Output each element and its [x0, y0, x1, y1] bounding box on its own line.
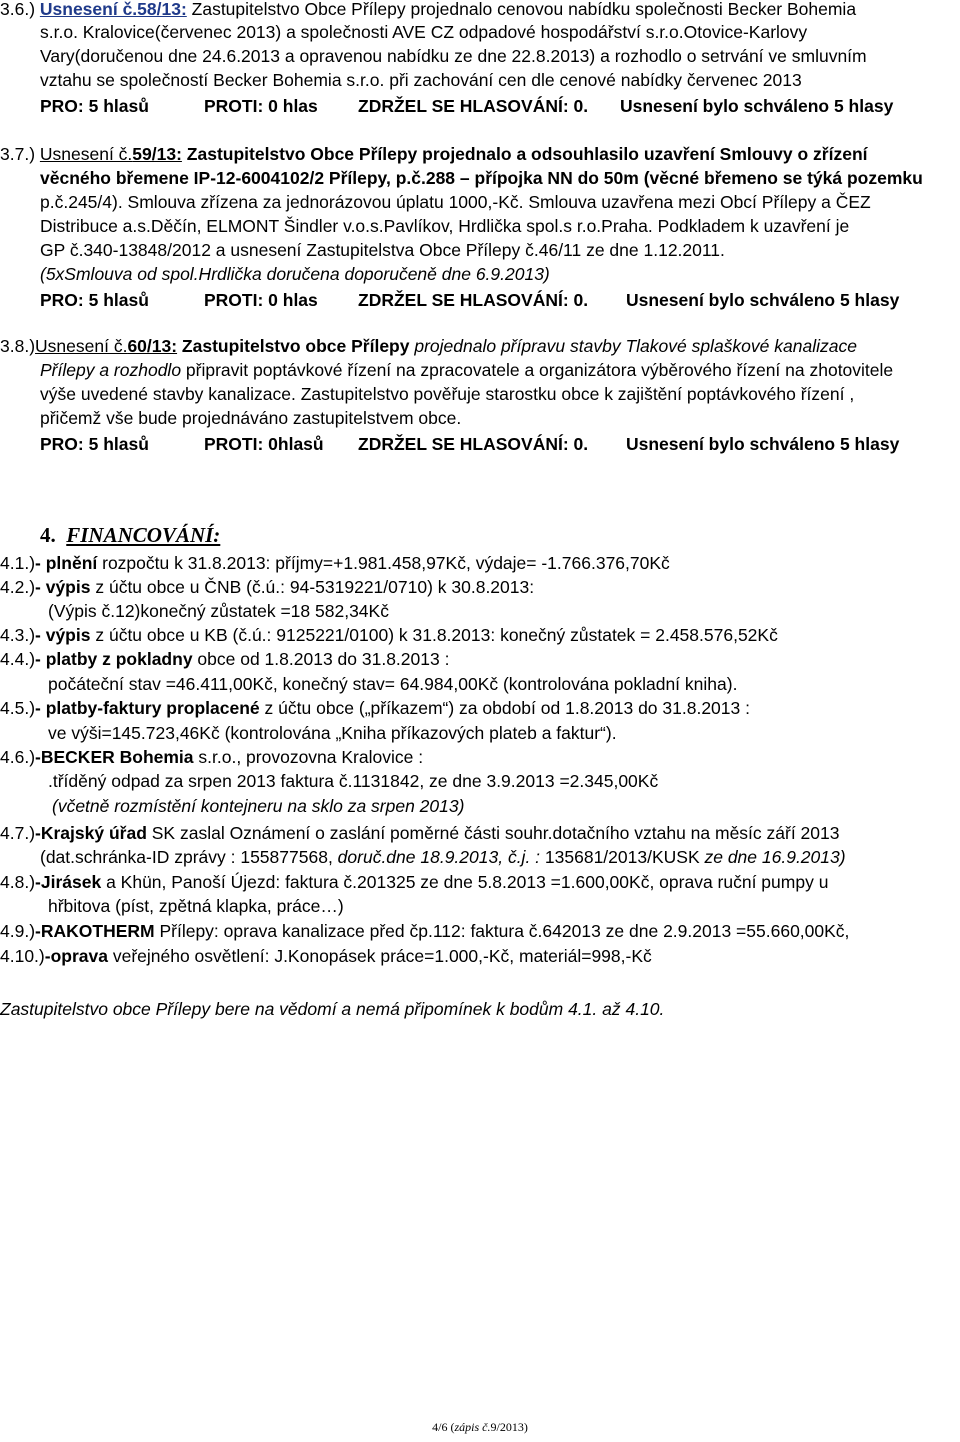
- resolution-number: 59/13:: [132, 144, 182, 164]
- vote-pro: PRO: 5 hlasů: [40, 96, 149, 116]
- vote-pro: PRO: 5 hlasů: [40, 290, 149, 310]
- row-text: hřbitova (píst, zpětná klapka, práce…): [48, 896, 344, 916]
- fin-row-4-8-detail: [48, 895, 344, 917]
- section-number: 4.: [40, 523, 56, 547]
- fin-row-4-1: [0, 552, 670, 574]
- row-number: 4.4.): [0, 649, 36, 669]
- row-label: - výpis: [35, 577, 91, 597]
- row-text: SK zaslal Oznámení o zaslání poměrné části souhr.dotačního vztahu na měsíc září 2013: [146, 823, 840, 843]
- item-3-7-line-6: [40, 263, 550, 285]
- fin-row-4-9: [0, 920, 849, 942]
- item-3-7-line-5: [40, 239, 725, 261]
- vote-result: Usnesení bylo schváleno 5 hlasy: [620, 96, 894, 116]
- fin-row-4-5-detail: [48, 722, 617, 744]
- fin-row-4-4-detail: [48, 673, 737, 695]
- row-text: (včetně rozmístění kontejneru na sklo za srpen 2013): [52, 796, 465, 816]
- item-text: Zastupitelstvo obce Přílepy: [177, 336, 410, 356]
- fin-row-4-6: [0, 746, 423, 768]
- section-heading-financing: [40, 523, 220, 548]
- row-text: počáteční stav =46.411,00Kč, konečný stav= 64.984,00Kč (kontrolována pokladní kniha).: [48, 674, 738, 694]
- row-text: z účtu obce u KB (č.ú.: 9125221/0100) k 31.8.2013: konečný zůstatek = 2.458.576,52Kč: [90, 625, 778, 645]
- row-label: -BECKER Bohemia: [35, 747, 194, 767]
- row-number: 4.7.): [0, 823, 36, 843]
- item-3-6-line-2: [40, 21, 807, 43]
- vote-proti: PROTI: 0 hlas: [204, 290, 318, 310]
- fin-row-4-5: [0, 697, 750, 719]
- item-text: GP č.340-13848/2012 a usnesení Zastupitelstva Obce Přílepy č.46/11 ze dne 1.12.2011.: [40, 240, 725, 260]
- row-text: ze dne 16.9.2013): [704, 847, 846, 867]
- fin-row-4-8: [0, 871, 828, 893]
- item-text: s.r.o. Kralovice(červenec 2013) a společnosti AVE CZ odpadové hospodářství s.r.o.Otovice-Karlovy: [40, 22, 808, 42]
- row-number: 4.8.): [0, 872, 36, 892]
- page-footer: [0, 1420, 960, 1435]
- item-3-7-line-1: [0, 143, 868, 165]
- item-3-6-line-3: [40, 45, 867, 67]
- vote-result: Usnesení bylo schváleno 5 hlasy: [626, 434, 900, 454]
- row-text: obce od 1.8.2013 do 31.8.2013 :: [192, 649, 450, 669]
- item-text: Přílepy a rozhodlo: [40, 360, 182, 380]
- row-label: -Jirásek: [35, 872, 102, 892]
- vote-abstain: ZDRŽEL SE HLASOVÁNÍ: 0.: [358, 96, 589, 116]
- item-3-8-line-4: [40, 407, 461, 429]
- resolution-number: 60/13:: [127, 336, 178, 356]
- item-3-8-line-1: [0, 335, 857, 357]
- item-3-7-line-4: [40, 215, 849, 237]
- item-3-8-line-2: [40, 359, 893, 381]
- item-3-6-line-1: [0, 0, 856, 20]
- row-label: -Krajský úřad: [35, 823, 147, 843]
- row-text: doruč.dne 18.9.2013, č.j. :: [337, 847, 541, 867]
- row-text: ve výši=145.723,46Kč (kontrolována „Kniha příkazových plateb a faktur“).: [48, 723, 617, 743]
- row-label: - plnění: [35, 553, 98, 573]
- row-number: 4.9.): [0, 921, 36, 941]
- row-text: Přílepy: oprava kanalizace před čp.112: faktura č.642013 ze dne 2.9.2013 =55.660,00Kč,: [154, 921, 850, 941]
- item-text: přičemž vše bude projednáváno zastupitelstvem obce.: [40, 408, 462, 428]
- fin-row-4-6-detail: [48, 770, 658, 792]
- minutes-label: zápis č.: [454, 1420, 491, 1434]
- item-3-7-line-2: [40, 167, 923, 189]
- item-number: 3.6.): [0, 0, 40, 19]
- item-text: Vary(doručenou dne 24.6.2013 a opravenou nabídku ze dne 22.8.2013) a rozhodlo o setrvání ve smluvním: [40, 46, 867, 66]
- row-number: 4.10.): [0, 946, 45, 966]
- fin-row-4-7-detail: [40, 846, 846, 868]
- closing-statement: Zastupitelstvo obce Přílepy bere na vědomí a nemá připomínek k bodům 4.1. až 4.10.: [0, 999, 665, 1019]
- fin-row-4-6-note: [52, 795, 464, 817]
- item-text: (5xSmlouva od spol.Hrdlička doručena doporučeně dne 6.9.2013): [40, 264, 550, 284]
- item-3-6-line-4: [40, 69, 802, 91]
- resolution-heading: Usnesení č.: [39, 144, 133, 164]
- row-label: - platby z pokladny: [35, 649, 193, 669]
- vote-proti: PROTI: 0hlasů: [204, 434, 324, 454]
- item-3-7-line-3: [40, 191, 871, 213]
- row-text: s.r.o., provozovna Kralovice :: [193, 747, 424, 767]
- item-text: Zastupitelstvo Obce Přílepy projednalo a odsouhlasilo uzavření Smlouvy o zřízení: [181, 144, 868, 164]
- vote-abstain: ZDRŽEL SE HLASOVÁNÍ: 0.: [358, 290, 589, 310]
- row-label: - výpis: [35, 625, 91, 645]
- row-number: 4.6.): [0, 747, 36, 767]
- item-3-8-line-3: [40, 383, 854, 405]
- row-text: 135681/2013/KUSK: [540, 847, 705, 867]
- vote-pro: PRO: 5 hlasů: [40, 434, 149, 454]
- fin-row-4-4: [0, 648, 449, 670]
- item-text: Distribuce a.s.Děčín, ELMONT Šindler v.o.s.Pavlíkov, Hrdlička spol.s r.o.Praha. Podkladem k uzavření je: [40, 216, 850, 236]
- row-text: .tříděný odpad za srpen 2013 faktura č.1131842, ze dne 3.9.2013 =2.345,00Kč: [48, 771, 659, 791]
- section-title: FINANCOVÁNÍ:: [66, 523, 221, 547]
- fin-row-4-2-detail: [48, 600, 389, 622]
- item-text: připravit poptávkové řízení na zpracovatele a organizátora výběrového řízení na zhotovitele: [181, 360, 894, 380]
- resolution-heading: Usnesení č.: [35, 336, 128, 356]
- row-number: 4.1.): [0, 553, 36, 573]
- fin-row-4-10: [0, 945, 652, 967]
- page-number: 4/6 (: [432, 1420, 455, 1434]
- fin-row-4-7: [0, 822, 840, 844]
- row-number: 4.2.): [0, 577, 36, 597]
- row-text: veřejného osvětlení: J.Konopásek práce=1.000,-Kč, materiál=998,-Kč: [107, 946, 652, 966]
- vote-abstain: ZDRŽEL SE HLASOVÁNÍ: 0.: [358, 434, 589, 454]
- row-text: a Khün, Panoší Újezd: faktura č.201325 ze dne 5.8.2013 =1.600,00Kč, oprava ruční pumpy u: [101, 872, 829, 892]
- row-label: -RAKOTHERM: [35, 921, 155, 941]
- row-text: z účtu obce („příkazem“) za období od 1.8.2013 do 31.8.2013 :: [259, 698, 750, 718]
- row-number: 4.5.): [0, 698, 36, 718]
- fin-row-4-2: [0, 576, 534, 598]
- item-text: vztahu se společností Becker Bohemia s.r.o. při zachování cen dle cenové nabídky červenec 2013: [40, 70, 802, 90]
- item-text: výše uvedené stavby kanalizace. Zastupitelstvo pověřuje starostku obce k zajištění poptávkového řízení ,: [40, 384, 855, 404]
- item-number: 3.8.): [0, 336, 36, 356]
- item-text: projednalo přípravu stavby Tlakové splaškové kanalizace: [409, 336, 857, 356]
- item-text: Zastupitelstvo Obce Přílepy projednalo cenovou nabídku společnosti Becker Bohemia: [186, 0, 857, 19]
- vote-proti: PROTI: 0 hlas: [204, 96, 318, 116]
- row-number: 4.3.): [0, 625, 36, 645]
- vote-result: Usnesení bylo schváleno 5 hlasy: [626, 290, 900, 310]
- row-text: (dat.schránka-ID zprávy : 155877568,: [40, 847, 338, 867]
- row-text: (Výpis č.12)konečný zůstatek =18 582,34Kč: [48, 601, 389, 621]
- item-number: 3.7.): [0, 144, 40, 164]
- row-text: z účtu obce u ČNB (č.ú.: 94-5319221/0710) k 30.8.2013:: [90, 577, 535, 597]
- row-label: -oprava: [44, 946, 108, 966]
- row-text: rozpočtu k 31.8.2013: příjmy=+1.981.458,97Kč, výdaje= -1.766.376,70Kč: [97, 553, 670, 573]
- item-text: p.č.245/4). Smlouva zřízena za jednorázovou úplatu 1000,-Kč. Smlouva uzavřena mezi Obcí Přílepy a ČEZ: [40, 192, 871, 212]
- item-text: věcného břemene IP-12-6004102/2 Přílepy, p.č.288 – přípojka NN do 50m (věcné břemeno se týká pozemku: [40, 168, 923, 188]
- minutes-number: 9/2013): [490, 1420, 528, 1434]
- fin-row-4-3: [0, 624, 778, 646]
- row-label: - platby-faktury proplacené: [35, 698, 260, 718]
- resolution-heading: Usnesení č.58/13:: [39, 0, 187, 19]
